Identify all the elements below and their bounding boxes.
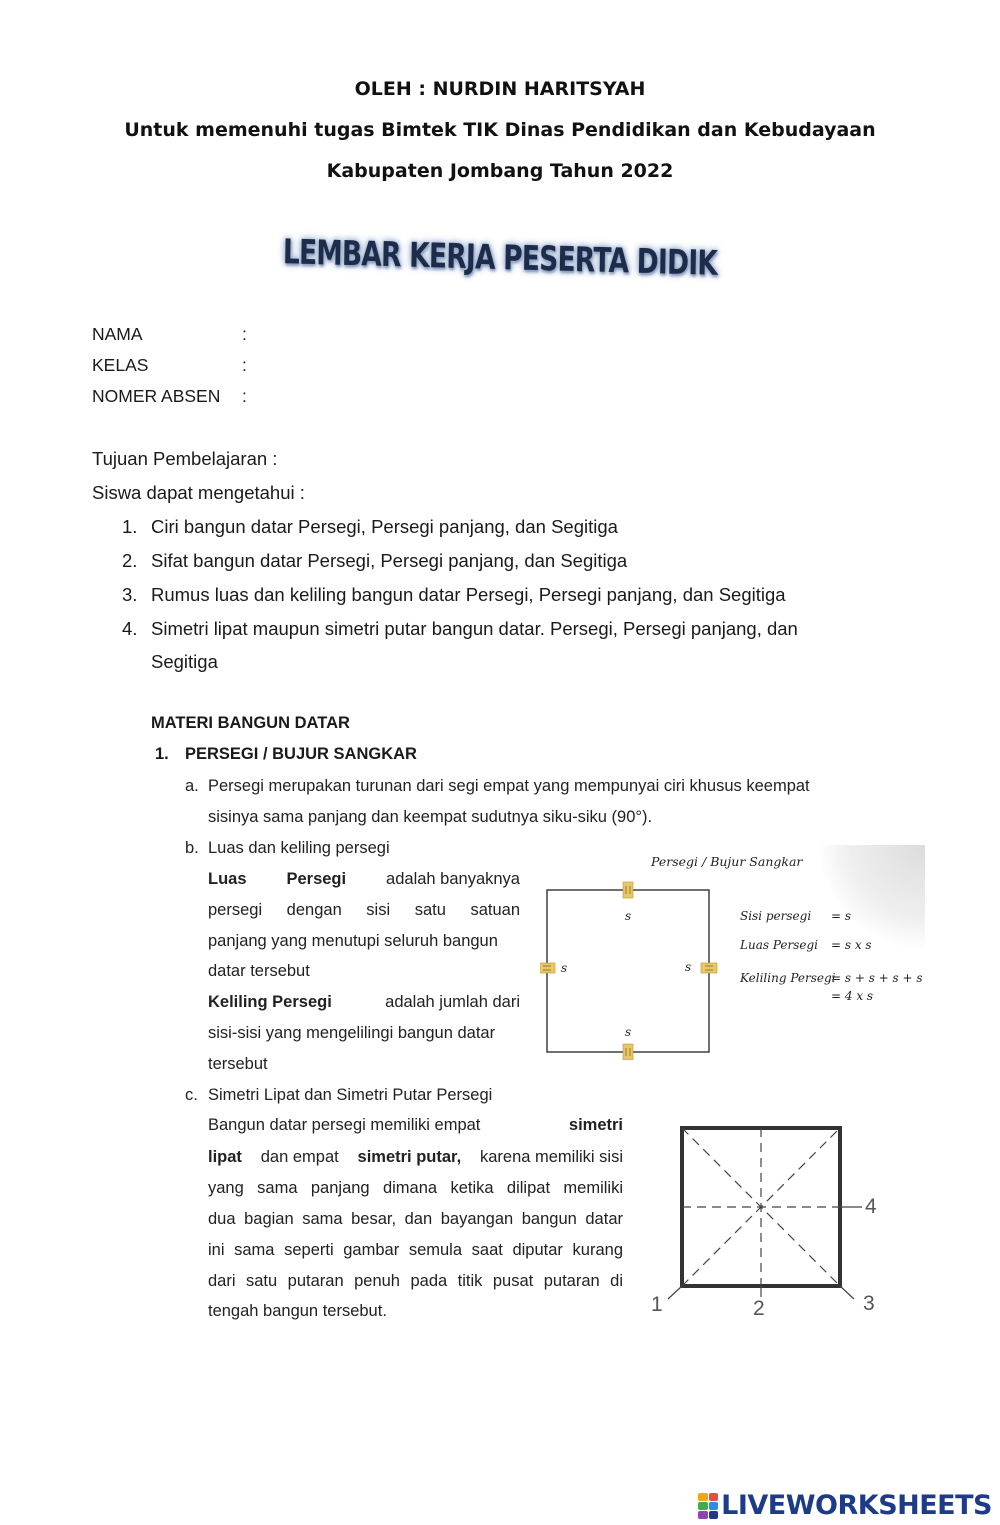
luas-def-rest: adalah banyaknya [386,870,520,888]
section-title: PERSEGI / BUJUR SANGKAR [185,745,417,763]
goal-item: Rumus luas dan keliling bangun datar Persegi, Persegi panjang, dan Segitiga [151,584,786,605]
item-c-label: c. [185,1086,198,1104]
symmetry-para-line4: dua bagian sama besar, dan bayangan bangun datar [208,1210,623,1228]
symmetry-para-line6: dari satu putaran penuh pada titik pusat putaran di [208,1272,623,1290]
side-mark-right [701,963,717,973]
luas-label: Luas Persegi [740,938,818,952]
side-label-left: s [561,961,568,975]
luas-def-line1 [208,870,520,889]
simetri-putar-term: simetri putar, [357,1148,462,1166]
symmetry-figure [640,1115,890,1325]
simetri-term: simetri [568,1116,623,1134]
persegi-word: Persegi [286,870,347,888]
square-figure-title: Persegi / Bujur Sangkar [651,854,803,869]
corner-shading [817,845,925,950]
materi-title: MATERI BANGUN DATAR [151,714,350,732]
field-colon-nama: : [242,324,247,344]
author-line: OLEH : NURDIN HARITSYAH [354,78,646,100]
goal-number: 3. [122,584,138,605]
regency-year-line: Kabupaten Jombang Tahun 2022 [326,160,674,182]
axis-label-2: 2 [753,1297,765,1320]
goal-number: 4. [122,618,138,639]
symmetry-para-line1 [208,1116,623,1135]
symmetry-figure-svg [640,1115,890,1325]
goal-item: Simetri lipat maupun simetri putar bangun datar. Persegi, Persegi panjang, dan [151,618,798,639]
symmetry-para-line7: tengah bangun tersebut. [208,1302,387,1320]
field-label-nomer-absen: NOMER ABSEN [92,386,221,406]
side-mark-bottom [623,1044,633,1060]
axis-label-3: 3 [863,1292,875,1315]
luas-word: Luas [208,870,247,888]
side-mark-left [540,963,555,973]
side-label-right: s [685,960,692,974]
keliling-def-line3: tersebut [208,1055,268,1073]
item-a-line2: sisinya sama panjang dan keempat sudutnya siku-siku (90°). [208,808,653,826]
luas-def-line4: datar tersebut [208,962,310,980]
symmetry-para-line2 [208,1148,623,1167]
keliling-def-line2: sisi-sisi yang mengelilingi bangun datar [208,1024,496,1042]
side-label-top: s [625,909,632,923]
sisi-label: Sisi persegi [740,909,812,923]
field-colon-nomer-absen: : [242,386,247,406]
goal-number: 1. [122,516,138,537]
symmetry-para-line2-text1: dan empat [260,1148,339,1166]
keliling-def-rest: adalah jumlah dari [385,993,520,1011]
symmetry-para-line3: yang sama panjang dimana ketika dilipat memiliki [208,1179,623,1197]
worksheet-banner: LEMBAR KERJA PESERTA DIDIK [282,232,718,284]
goal-number: 2. [122,550,138,571]
field-colon-kelas: : [242,355,247,375]
keliling-label: Keliling Persegi [740,971,836,985]
luas-def-line2: persegi dengan sisi satu satuan [208,901,520,919]
goals-title: Tujuan Pembelajaran : [92,448,278,469]
symmetry-para-line2-text2: karena memiliki sisi [479,1148,623,1166]
symmetry-para-line5: ini sama seperti gambar semula saat diputar kurang [208,1241,623,1259]
axis-label-1: 1 [651,1293,663,1316]
keliling-value-sum: = s + s + s + s [831,971,923,985]
keliling-value-product: = 4 x s [831,989,874,1003]
liveworksheets-logo-icon [698,1493,718,1519]
side-mark-top [623,882,633,898]
field-label-kelas: KELAS [92,355,149,375]
liveworksheets-logo[interactable] [698,1490,992,1521]
side-label-bottom: s [625,1025,632,1039]
item-c-title: Simetri Lipat dan Simetri Putar Persegi [208,1086,493,1104]
item-b-label: b. [185,839,199,857]
luas-value: = s x s [831,938,872,952]
square-formula-figure [540,845,925,1060]
sisi-value: = s [831,909,852,923]
square-formula-figure-svg [540,845,925,1060]
axis-label-4: 4 [865,1195,877,1218]
keliling-persegi-term: Keliling Persegi [208,993,332,1011]
goal-item: Ciri bangun datar Persegi, Persegi panjang, dan Segitiga [151,516,618,537]
section-number: 1. [155,745,169,763]
goal-item: Sifat bangun datar Persegi, Persegi panjang, dan Segitiga [151,550,628,571]
keliling-def-line1 [208,993,520,1012]
symmetry-para-line1-text: Bangun datar persegi memiliki empat [208,1116,481,1134]
item-a-label: a. [185,777,199,795]
item-b-title: Luas dan keliling persegi [208,839,390,857]
purpose-line: Untuk memenuhi tugas Bimtek TIK Dinas Pendidikan dan Kebudayaan [124,119,876,141]
goal-item-continuation: Segitiga [151,651,218,672]
field-label-nama: NAMA [92,324,143,344]
item-a-line1: Persegi merupakan turunan dari segi empat yang mempunyai ciri khusus keempat [208,777,810,795]
luas-def-line3: panjang yang menutupi seluruh bangun [208,932,498,950]
goals-intro: Siswa dapat mengetahui : [92,482,305,503]
liveworksheets-logo-text: LIVEWORKSHEETS [721,1490,992,1521]
lipat-term: lipat [208,1148,242,1166]
